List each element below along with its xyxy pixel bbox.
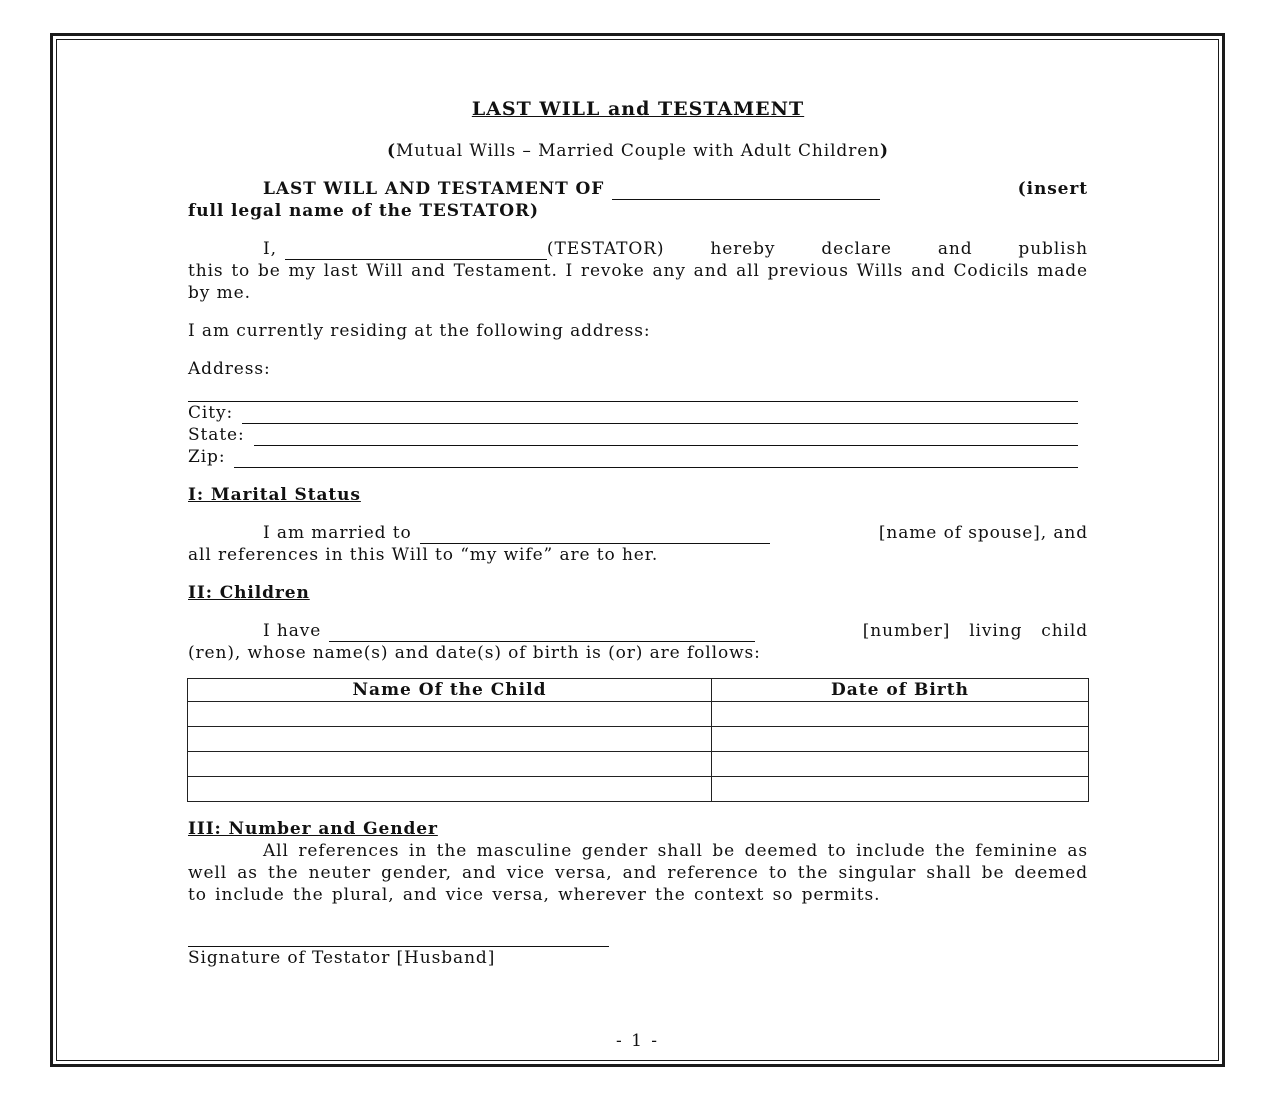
- testator-name-field[interactable]: [612, 185, 880, 200]
- page-number: - 1 -: [615, 1031, 660, 1051]
- children-lead: I have: [263, 621, 322, 641]
- residing-text: I am currently residing at the following address:: [188, 321, 651, 341]
- child-name-cell[interactable]: [188, 727, 712, 752]
- spouse-name-field[interactable]: [420, 529, 770, 544]
- children-after-blank: [number] living child: [862, 621, 1088, 641]
- table-row: [188, 702, 1089, 727]
- child-dob-cell[interactable]: [712, 727, 1089, 752]
- declaration-paragraph: [188, 238, 1088, 304]
- signature-label: Signature of Testator [Husband]: [188, 948, 496, 968]
- zip-field[interactable]: [234, 452, 1078, 468]
- city-row: [188, 402, 1078, 424]
- document-body: [188, 98, 1088, 969]
- table-row: [188, 752, 1089, 777]
- subtitle-open-paren: (: [387, 141, 396, 161]
- child-dob-header: Date of Birth: [712, 679, 1089, 702]
- zip-row: [188, 446, 1078, 468]
- child-name-header: Name Of the Child: [188, 679, 712, 702]
- document-subtitle: [188, 140, 1088, 162]
- children-line2: (ren), whose name(s) and date(s) of birth is (or) are follows:: [188, 643, 761, 663]
- testament-heading-prefix: LAST WILL AND TESTAMENT OF: [263, 179, 605, 199]
- testament-heading: [188, 178, 1088, 222]
- marital-status-heading: I: Marital Status: [188, 485, 361, 505]
- child-dob-cell[interactable]: [712, 702, 1089, 727]
- marital-after-blank: [name of spouse], and: [878, 523, 1088, 543]
- child-name-cell[interactable]: [188, 777, 712, 802]
- subtitle-close-paren: ): [880, 141, 889, 161]
- subtitle-text: Mutual Wills – Married Couple with Adult Children: [395, 141, 881, 161]
- city-field[interactable]: [242, 408, 1078, 424]
- number-gender-paragraph: All references in the masculine gender shall be deemed to include the feminine as well as the neuter gender, and vice versa, and reference to the singular shall be deemed to include the plural, and vice versa, wherever the context so permits.: [188, 841, 1088, 905]
- signature-line[interactable]: [188, 926, 609, 947]
- zip-label: Zip:: [188, 447, 226, 467]
- table-row: [188, 727, 1089, 752]
- children-table: [187, 678, 1089, 802]
- city-label: City:: [188, 403, 234, 423]
- marital-lead: I am married to: [263, 523, 412, 543]
- table-row: [188, 777, 1089, 802]
- child-dob-cell[interactable]: [712, 752, 1089, 777]
- children-table-header-row: [188, 679, 1089, 702]
- child-name-cell[interactable]: [188, 752, 712, 777]
- children-number-field[interactable]: [329, 627, 755, 642]
- children-heading: II: Children: [188, 583, 310, 603]
- declaration-rest: this to be my last Will and Testament. I revoke any and all previous Wills and Codicils made by me.: [188, 261, 1088, 303]
- child-name-cell[interactable]: [188, 702, 712, 727]
- marital-paragraph: [188, 522, 1088, 566]
- document-title: LAST WILL and TESTAMENT: [471, 98, 805, 120]
- state-label: State:: [188, 425, 245, 445]
- testament-heading-suffix: (insert: [1017, 179, 1088, 199]
- children-paragraph: [188, 620, 1088, 664]
- declaration-after-blank: (TESTATOR) hereby declare and publish: [546, 239, 1088, 259]
- testament-heading-line2: full legal name of the TESTATOR): [188, 201, 539, 221]
- child-dob-cell[interactable]: [712, 777, 1089, 802]
- address-field[interactable]: [188, 380, 1078, 402]
- declaration-lead: I,: [263, 239, 277, 259]
- address-label: Address:: [188, 359, 271, 379]
- state-row: [188, 424, 1078, 446]
- state-field[interactable]: [254, 430, 1078, 446]
- testator-name-blank[interactable]: [285, 245, 547, 260]
- number-gender-heading: III: Number and Gender: [188, 819, 438, 839]
- marital-line2: all references in this Will to “my wife” are to her.: [188, 545, 659, 565]
